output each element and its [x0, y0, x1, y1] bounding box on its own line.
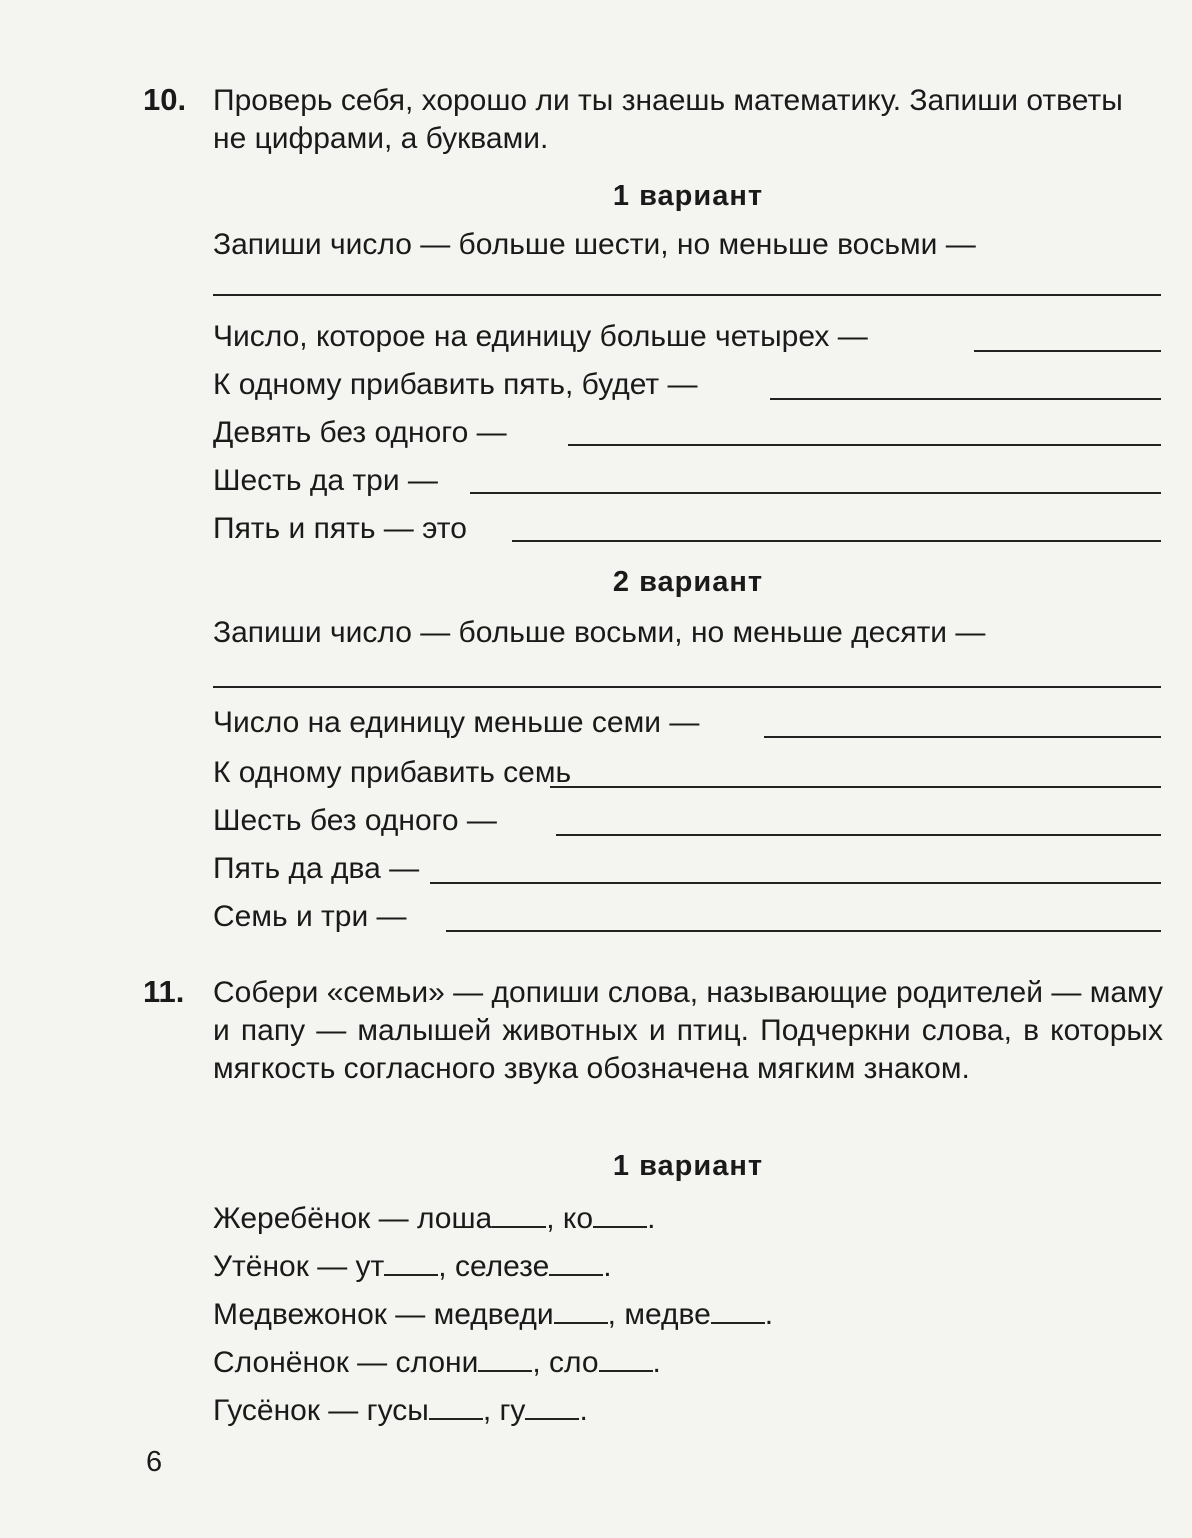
answer-line	[213, 686, 1161, 688]
task-10-v2-item-4: Шесть без одного —	[213, 804, 497, 837]
task-10-v2-item-1: Запиши число — больше восьми, но меньше десяти —	[213, 616, 986, 649]
task-11-item-1	[213, 1200, 655, 1236]
answer-line	[213, 294, 1161, 296]
item-part: Жеребёнок — лоша	[213, 1202, 493, 1235]
task-10-v2-item-6: Семь и три —	[213, 900, 407, 933]
item-part: , гу	[482, 1394, 526, 1427]
item-part: Утёнок — ут	[213, 1250, 385, 1283]
answer-line	[430, 882, 1161, 884]
blank	[525, 1392, 579, 1420]
item-part: .	[603, 1250, 612, 1283]
task-10-v1-item-1: Запиши число — больше шести, но меньше восьми —	[213, 228, 976, 261]
task-10-v1-item-4: Девять без одного —	[213, 416, 507, 449]
item-part: , медве	[607, 1298, 711, 1331]
item-part: , сло	[532, 1346, 599, 1379]
task-10-v1-item-3: К одному прибавить пять, будет —	[213, 368, 698, 401]
task-10-v1-item-5: Шесть да три —	[213, 464, 438, 497]
task-10-v1-item-6: Пять и пять — это	[213, 512, 467, 545]
blank	[478, 1344, 532, 1372]
task-11-item-5	[213, 1392, 588, 1428]
item-part: Слонёнок — слони	[213, 1346, 479, 1379]
task-11-item-4	[213, 1344, 661, 1380]
answer-line	[770, 398, 1161, 400]
task-11-number: 11.	[143, 974, 185, 1009]
item-part: , ко	[546, 1202, 594, 1235]
task-11-instruction: Собери «семьи» — допиши слова, называющие родителей — маму и папу — малышей животных и птиц. Подчеркни слова, в которых мягкость согласного звука обозначена мягким знаком.	[213, 976, 1163, 1085]
task-10-v2-item-2: Число на единицу меньше семи —	[213, 706, 700, 739]
answer-line	[512, 540, 1161, 542]
blank	[554, 1296, 608, 1324]
answer-line	[470, 492, 1161, 494]
blank	[492, 1200, 546, 1228]
answer-line	[974, 350, 1161, 352]
page-number: 6	[146, 1446, 163, 1478]
item-part: .	[647, 1202, 656, 1235]
task-10-number: 10.	[143, 82, 187, 117]
task-11-item-3	[213, 1296, 773, 1332]
blank	[593, 1200, 647, 1228]
blank	[429, 1392, 483, 1420]
answer-line	[556, 834, 1161, 836]
task-10-v1-item-2: Число, которое на единицу больше четырех —	[213, 320, 868, 353]
blank	[711, 1296, 765, 1324]
blank	[599, 1344, 653, 1372]
item-part: , селезе	[438, 1250, 550, 1283]
item-part: .	[579, 1394, 588, 1427]
task-10-instruction: Проверь себя, хорошо ли ты знаешь математику. Запиши ответы не цифрами, а буквами.	[213, 84, 1123, 155]
answer-line	[550, 786, 1161, 788]
task-10-v2-item-5: Пять да два —	[213, 852, 420, 885]
task-10-v2-item-3: К одному прибавить семь	[213, 756, 572, 789]
item-part: Медвежонок — медведи	[213, 1298, 554, 1331]
task-10-variant-1-title: 1 вариант	[612, 180, 764, 212]
task-10-variant-2-title: 2 вариант	[612, 566, 764, 598]
blank	[549, 1248, 603, 1276]
task-11-item-2	[213, 1248, 612, 1284]
task-11-variant-1-title: 1 вариант	[612, 1150, 764, 1182]
answer-line	[568, 444, 1161, 446]
blank	[384, 1248, 438, 1276]
item-part: .	[764, 1298, 774, 1331]
item-part: Гусёнок — гусы	[213, 1394, 429, 1427]
item-part: .	[652, 1346, 661, 1379]
answer-line	[446, 930, 1161, 932]
answer-line	[764, 736, 1161, 738]
